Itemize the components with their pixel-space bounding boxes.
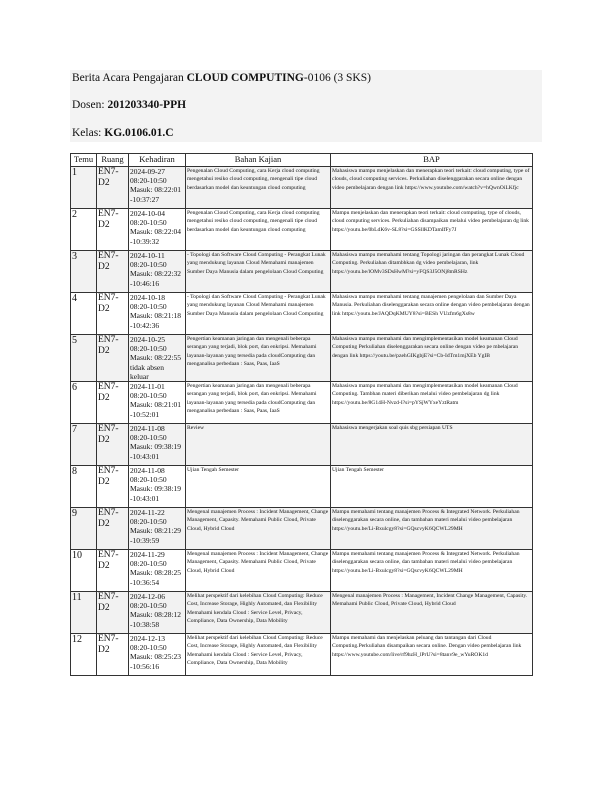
attendance-date: 2024-11-08 [130, 424, 165, 434]
attendance-checkin: Masuk: 08:25:23 [130, 652, 182, 662]
attendance-time: 08:20-10:50 [130, 218, 167, 228]
attendance [129, 293, 186, 335]
bap-description: Mahasiswa mampu memahami dan mengimplementasikan model keamanan Cloud Computing Perkuliahan diselenggarakan secara online dengan video pe mbelajaran dengan link https://youtu.be/pzehGIKgbjE?si=Cb-IdTm1mjXEb YgIB [331, 335, 533, 382]
attendance-time: 08:20-10:50 [130, 559, 167, 569]
attendance-checkout: -10:46:16 [130, 278, 160, 288]
attendance [129, 209, 186, 251]
meeting-number: 4 [71, 293, 97, 335]
lecturer-line [72, 99, 186, 111]
study-material: Pengenalan Cloud Computing, cara Kerja cloud computing mengetahui resiko cloud computing, mengenali tipe cloud berdasarkan model dan keuntungan cloud computing [186, 167, 331, 209]
attendance [129, 251, 186, 293]
attendance-date: 2024-10-04 [130, 209, 165, 218]
study-material: Melihat perspektif dari kelebihan Cloud Computing: Reduce Cost, Increase Storage, Highly Automated, dan Flexibility Memahami kendala Cloud : Service Level, Privacy, Compliance, Data Ownership, Data Mobility [186, 592, 331, 634]
attendance-date: 2024-11-22 [130, 508, 165, 518]
attendance-date: 2024-11-29 [130, 550, 165, 560]
room: EN7-D2 [97, 466, 129, 508]
attendance-time: 08:20-10:50 [130, 433, 167, 443]
table-row [71, 293, 533, 335]
bap-description: Mahasiswa mampu memahami tentang manajemen pengelolaan dan Sumber Daya Manusia. Perkuliahan diselenggarakan secara online dengan video pembelajaran dengan link https://youtu.be/JAQDqKMUY8?si=BESh VUzfm6gXs8w [331, 293, 533, 335]
study-material: Melihat perspektif dari kelebihan Cloud Computing: Reduce Cost, Increase Storage, Highly Automated, dan Flexibility Memahami kendala Cloud : Service Level, Privacy, Compliance, Data Ownership, Data Mobility [186, 634, 331, 676]
study-material: Ujian Tengah Semester [186, 466, 331, 508]
room: EN7-D2 [97, 382, 129, 424]
bap-description: Mampu memahami tentang manajemen Process & Integrated Network. Perkuliahan diselenggarakan secara online, dan tambahan materi melalui video pembelajaran https://youtu.be/Li-Bxulcgy8?si=GQscvyK6QCWL29MH [331, 508, 533, 550]
room: EN7-D2 [97, 592, 129, 634]
col-header-bahan-kajian: Bahan Kajian [186, 154, 331, 167]
attendance-checkout: -10:37:27 [130, 194, 160, 204]
attendance-date: 2024-09-27 [130, 167, 165, 176]
attendance [129, 382, 186, 424]
bap-description: Mahasiswa mampu memahami tentang Topologi jaringan dan perangkat Lunak Cloud Computing. Perkuliahan ditambhkan dg video pembelajaran, link https://youtu.be/lOMv3SDsHwM?si=yFQS3J5ONj8mRSHz [331, 251, 533, 293]
meeting-number: 1 [71, 167, 97, 209]
attendance [129, 424, 186, 466]
attendance [129, 550, 186, 592]
attendance-checkin: Masuk: 08:22:55 [130, 353, 182, 363]
bap-description: Mampu menjelaskan dan menerapkan teori terkait: cloud computing, type of clouds, cloud computing services. Perkuliahan disampaikan melalui video pembelajaran dg link https://youtu.be/0bLdK6v-SL8?si=GSSllKDTamIfFy7J [331, 209, 533, 251]
title-prefix: Berita Acara Pengajaran [72, 72, 187, 84]
attendance-date: 2024-12-13 [130, 634, 165, 644]
table-row [71, 592, 533, 634]
attendance-time: 08:20-10:50 [130, 176, 167, 186]
attendance-date: 2024-11-01 [130, 382, 165, 392]
table-header-row [71, 154, 533, 167]
col-header-bap: BAP [331, 154, 533, 167]
room: EN7-D2 [97, 634, 129, 676]
attendance-checkout: -10:38:58 [130, 619, 160, 629]
room: EN7-D2 [97, 209, 129, 251]
room: EN7-D2 [97, 508, 129, 550]
study-material: - Topologi dan Software Cloud Computing - Perangkat Lunak yang mendukung layanan Cloud Memahami manajemen Sumber Daya Manusia dalam pengelolaan Cloud Computing [186, 251, 331, 293]
attendance-date: 2024-10-11 [130, 251, 165, 260]
table-row [71, 167, 533, 209]
attendance-checkout: -10:36:54 [130, 577, 160, 587]
meeting-number: 6 [71, 382, 97, 424]
attendance-time: 08:20-10:50 [130, 643, 167, 653]
room: EN7-D2 [97, 335, 129, 382]
meeting-number: 12 [71, 634, 97, 676]
attendance-time: 08:20-10:50 [130, 260, 167, 270]
attendance-checkout: -10:43:01 [130, 451, 160, 461]
attendance-checkin: Masuk: 08:22:01 [130, 185, 182, 195]
attendance-time: 08:20-10:50 [130, 391, 167, 401]
study-material: - Topologi dan Software Cloud Computing - Perangkat Lunak yang mendukung layanan Cloud Memahami manajemen Sumber Daya Manusia dalam pengelolaan Cloud Computing [186, 293, 331, 335]
report-title [72, 72, 371, 84]
col-header-temu: Temu [71, 154, 97, 167]
table-row [71, 550, 533, 592]
bap-description: Mahasiswa mampu memahami dan mengimplementasikan model keamanan Cloud Computing. Tambhan materi diberikan melalui video pembelajaran dg link https://youtu.be/8G14H-Nvzd-I?si=pYSjWYxeYztRatm [331, 382, 533, 424]
attendance-time: 08:20-10:50 [130, 475, 167, 485]
meeting-number: 8 [71, 466, 97, 508]
attendance-checkout: -10:52:01 [130, 409, 160, 419]
bap-description: Mahasiswa mampu menjelaskan dan menerapkan teori terkait: cloud computing, type of clouds, cloud computing services. Perkuliahan diselenggarakan secara online dengan video pembelajaran dengan link https://www.youtube.com/watch?v=hQwnOiLKfjc [331, 167, 533, 209]
title-suffix: -0106 (3 SKS) [303, 72, 371, 84]
attendance-checkin: Masuk: 08:28:25 [130, 568, 182, 578]
study-material: Pengertian keamanan jaringan dan mengenali beberapa serangan yang terjadi, blok port, dan enkripsi. Memahami layanan-layanan yang tersedia pada cloudComputing dan menganalisa perbedaan : Saas, Paas, IaaS [186, 382, 331, 424]
attendance [129, 508, 186, 550]
attendance-checkin: Masuk: 08:22:04 [130, 227, 182, 237]
bap-description: Mahasiswa mengerjakan soal quis sbg persiapan UTS [331, 424, 533, 466]
class-line [72, 127, 174, 139]
meeting-number: 10 [71, 550, 97, 592]
course-name: CLOUD COMPUTING [186, 72, 304, 84]
table-row [71, 335, 533, 382]
meeting-number: 5 [71, 335, 97, 382]
room: EN7-D2 [97, 550, 129, 592]
table-row [71, 251, 533, 293]
attendance-time: 08:20-10:50 [130, 601, 167, 611]
attendance-time: 08:20-10:50 [130, 517, 167, 527]
bap-description: Ujian Tengah Semester [331, 466, 533, 508]
table-row [71, 634, 533, 676]
attendance [129, 167, 186, 209]
lecturer-id: 201203340-PPH [107, 99, 187, 111]
room: EN7-D2 [97, 251, 129, 293]
attendance-checkin: Masuk: 09:38:19 [130, 442, 182, 452]
attendance-checkout: tidak absen keluar [130, 362, 164, 381]
table-row [71, 466, 533, 508]
attendance-time: 08:20-10:50 [130, 344, 167, 354]
study-material: Pengertian keamanan jaringan dan mengenali beberapa serangan yang terjadi, blok port, dan enkripsi. Memahami layanan-layanan yang tersedia pada cloudComputing dan menganalisa perbedaan : Saas, Paas, IaaS [186, 335, 331, 382]
attendance-time: 08:20-10:50 [130, 302, 167, 312]
lecturer-label: Dosen: [72, 99, 108, 111]
attendance-checkout: -10:39:59 [130, 535, 160, 545]
document-header [70, 70, 542, 142]
table-row [71, 508, 533, 550]
class-code: KG.0106.01.C [104, 127, 174, 139]
col-header-kehadiran: Kehadiran [129, 154, 186, 167]
bap-description: Mengenal manajemen Process : Management, Incident Change Management, Capasity. Memahami Public Cloud, Private Cloud, Hybrid Cloud [331, 592, 533, 634]
table-row [71, 424, 533, 466]
attendance-date: 2024-10-18 [130, 293, 165, 302]
bap-description: Mampu memahami tentang manajemen Process & Integrated Network. Perkuliahan diselenggarakan secara online, dan tambahan materi melalui video pembelajaran https://youtu.be/Li-Bxulcgy8?si=GQscvyK6QCWL29MH [331, 550, 533, 592]
attendance [129, 466, 186, 508]
study-material: Mengenal manajemen Process : Incident Management, Change Management, Capasity. Memahami Public Cloud, Private Cloud, Hybrid Cloud [186, 508, 331, 550]
teaching-record-table [70, 153, 533, 676]
study-material: Review [186, 424, 331, 466]
col-header-ruang: Ruang [97, 154, 129, 167]
meeting-number: 7 [71, 424, 97, 466]
attendance-checkin: Masuk: 08:22:32 [130, 269, 182, 279]
attendance-checkout: -10:43:01 [130, 493, 160, 503]
attendance [129, 335, 186, 382]
attendance-date: 2024-12-06 [130, 592, 165, 602]
attendance-checkout: -10:56:16 [130, 661, 160, 671]
attendance [129, 634, 186, 676]
attendance-checkin: Masuk: 08:28:12 [130, 610, 182, 620]
room: EN7-D2 [97, 167, 129, 209]
attendance-checkin: Masuk: 08:21:29 [130, 526, 182, 536]
attendance-checkout: -10:39:32 [130, 236, 160, 246]
attendance-checkin: Masuk: 08:21:18 [130, 311, 182, 321]
attendance [129, 592, 186, 634]
meeting-number: 2 [71, 209, 97, 251]
meeting-number: 11 [71, 592, 97, 634]
meeting-number: 9 [71, 508, 97, 550]
table-row [71, 382, 533, 424]
class-label: Kelas: [72, 127, 105, 139]
attendance-checkout: -10:42:36 [130, 320, 160, 330]
attendance-checkin: Masuk: 08:21:01 [130, 400, 182, 410]
table-row [71, 209, 533, 251]
study-material: Pengenalan Cloud Computing, cara Kerja cloud computing mengetahui resiko cloud computing, mengenali tipe cloud berdasarkan model dan keuntungan cloud computing [186, 209, 331, 251]
room: EN7-D2 [97, 293, 129, 335]
attendance-checkin: Masuk: 09:38:19 [130, 484, 182, 494]
room: EN7-D2 [97, 424, 129, 466]
bap-description: Mampu memahami dan menjelaskan peluang dan tantangan dari Cloud Computing.Perkuliahan disampaikan secara online. Dengan video pembelajaran link https://www.youtube.com/live/rf9hzH_lPrU?si=8tanv9e_wYuROK1d [331, 634, 533, 676]
meeting-number: 3 [71, 251, 97, 293]
attendance-date: 2024-10-25 [130, 335, 165, 344]
attendance-date: 2024-11-08 [130, 466, 165, 476]
study-material: Mengenal manajemen Process : Incident Management, Change Management, Capasity. Memahami Public Cloud, Private Cloud, Hybrid Cloud [186, 550, 331, 592]
